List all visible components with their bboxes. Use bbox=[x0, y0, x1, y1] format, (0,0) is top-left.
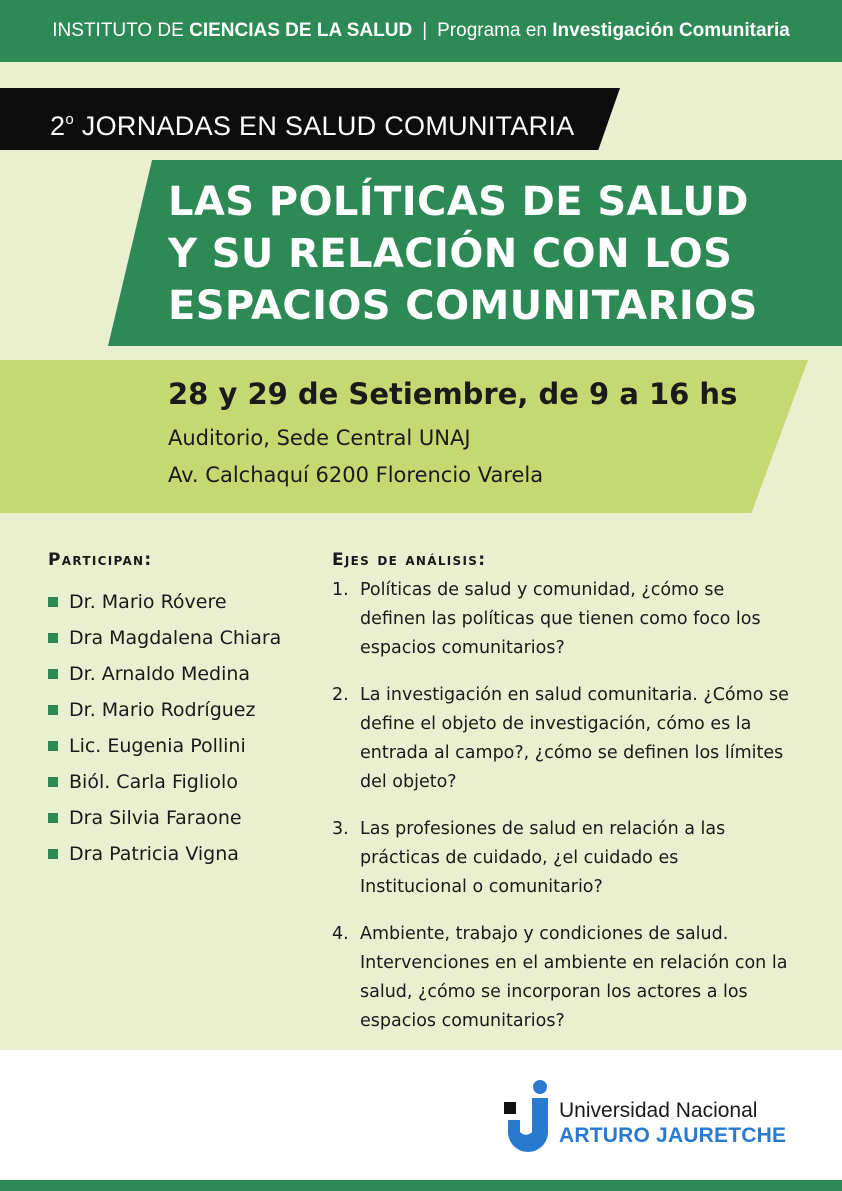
event-title bbox=[168, 176, 808, 332]
participant-name: Lic. Eugenia Pollini bbox=[69, 735, 246, 757]
axes-heading: Ejes de análisis: bbox=[332, 550, 487, 570]
event-address: Av. Calchaquí 6200 Florencio Varela bbox=[168, 463, 544, 487]
header-separator: | bbox=[422, 20, 428, 41]
header-bar bbox=[0, 0, 842, 62]
participant-item bbox=[48, 656, 281, 692]
participant-name: Dr. Arnaldo Medina bbox=[69, 663, 251, 685]
participant-name: Dra Silvia Faraone bbox=[69, 807, 242, 829]
axes-list bbox=[332, 576, 802, 1054]
program-name: Investigación Comunitaria bbox=[552, 20, 790, 41]
axis-item bbox=[332, 815, 802, 902]
axis-item bbox=[332, 576, 802, 663]
axis-number: 1. bbox=[332, 580, 349, 600]
title-line: LAS POLÍTICAS DE SALUD bbox=[168, 179, 749, 225]
axis-number: 3. bbox=[332, 819, 349, 839]
title-line: ESPACIOS COMUNITARIOS bbox=[168, 283, 758, 329]
program-prefix: Programa en bbox=[437, 20, 547, 41]
participant-item bbox=[48, 800, 281, 836]
square-bullet-icon bbox=[48, 597, 58, 607]
bottom-strip bbox=[0, 1180, 842, 1191]
axis-text: Ambiente, trabajo y condiciones de salud. Intervenciones en el ambiente en relación con la salud, ¿cómo se incorporan los actores a los espacios comunitarios? bbox=[360, 924, 788, 1031]
university-subname: ARTURO JAURETCHE bbox=[559, 1124, 787, 1147]
participant-name: Biól. Carla Figliolo bbox=[69, 771, 238, 793]
edition-ordinal: o bbox=[65, 111, 74, 128]
event-venue: Auditorio, Sede Central UNAJ bbox=[168, 426, 471, 450]
participant-item bbox=[48, 764, 281, 800]
axis-item bbox=[332, 681, 802, 797]
square-bullet-icon bbox=[48, 669, 58, 679]
event-date: 28 y 29 de Setiembre, de 9 a 16 hs bbox=[168, 377, 738, 411]
axis-number: 2. bbox=[332, 685, 349, 705]
participant-item bbox=[48, 692, 281, 728]
participants-list bbox=[48, 584, 281, 872]
participant-item bbox=[48, 620, 281, 656]
edition-number: 2 bbox=[50, 111, 66, 141]
participants-heading: Participan: bbox=[48, 550, 153, 570]
event-series bbox=[50, 88, 575, 150]
participant-item bbox=[48, 584, 281, 620]
square-bullet-icon bbox=[48, 813, 58, 823]
axis-text: La investigación en salud comunitaria. ¿Cómo se define el objeto de investigación, cómo es la entrada al campo?, ¿cómo se definen los límites del objeto? bbox=[360, 685, 789, 792]
axis-text: Las profesiones de salud en relación a las prácticas de cuidado, ¿el cuidado es Institucional o comunitario? bbox=[360, 819, 726, 897]
participant-name: Dr. Mario Róvere bbox=[69, 591, 227, 613]
axis-text: Políticas de salud y comunidad, ¿cómo se definen las políticas que tienen como foco los espacios comunitarios? bbox=[360, 580, 761, 658]
axis-item bbox=[332, 920, 802, 1036]
series-name: JORNADAS EN SALUD COMUNITARIA bbox=[81, 111, 575, 141]
participant-name: Dr. Mario Rodríguez bbox=[69, 699, 256, 721]
square-bullet-icon bbox=[48, 777, 58, 787]
university-name: Universidad Nacional bbox=[559, 1099, 758, 1122]
institute-name: CIENCIAS DE LA SALUD bbox=[189, 20, 413, 41]
square-bullet-icon bbox=[48, 741, 58, 751]
participant-name: Dra Patricia Vigna bbox=[69, 843, 239, 865]
axis-number: 4. bbox=[332, 924, 349, 944]
square-bullet-icon bbox=[48, 705, 58, 715]
title-line: Y SU RELACIÓN CON LOS bbox=[168, 231, 733, 277]
participant-item bbox=[48, 728, 281, 764]
participant-name: Dra Magdalena Chiara bbox=[69, 627, 282, 649]
participant-item bbox=[48, 836, 281, 872]
institute-prefix: INSTITUTO DE bbox=[52, 20, 184, 41]
square-bullet-icon bbox=[48, 633, 58, 643]
square-bullet-icon bbox=[48, 849, 58, 859]
university-logo-icon bbox=[504, 1080, 552, 1152]
